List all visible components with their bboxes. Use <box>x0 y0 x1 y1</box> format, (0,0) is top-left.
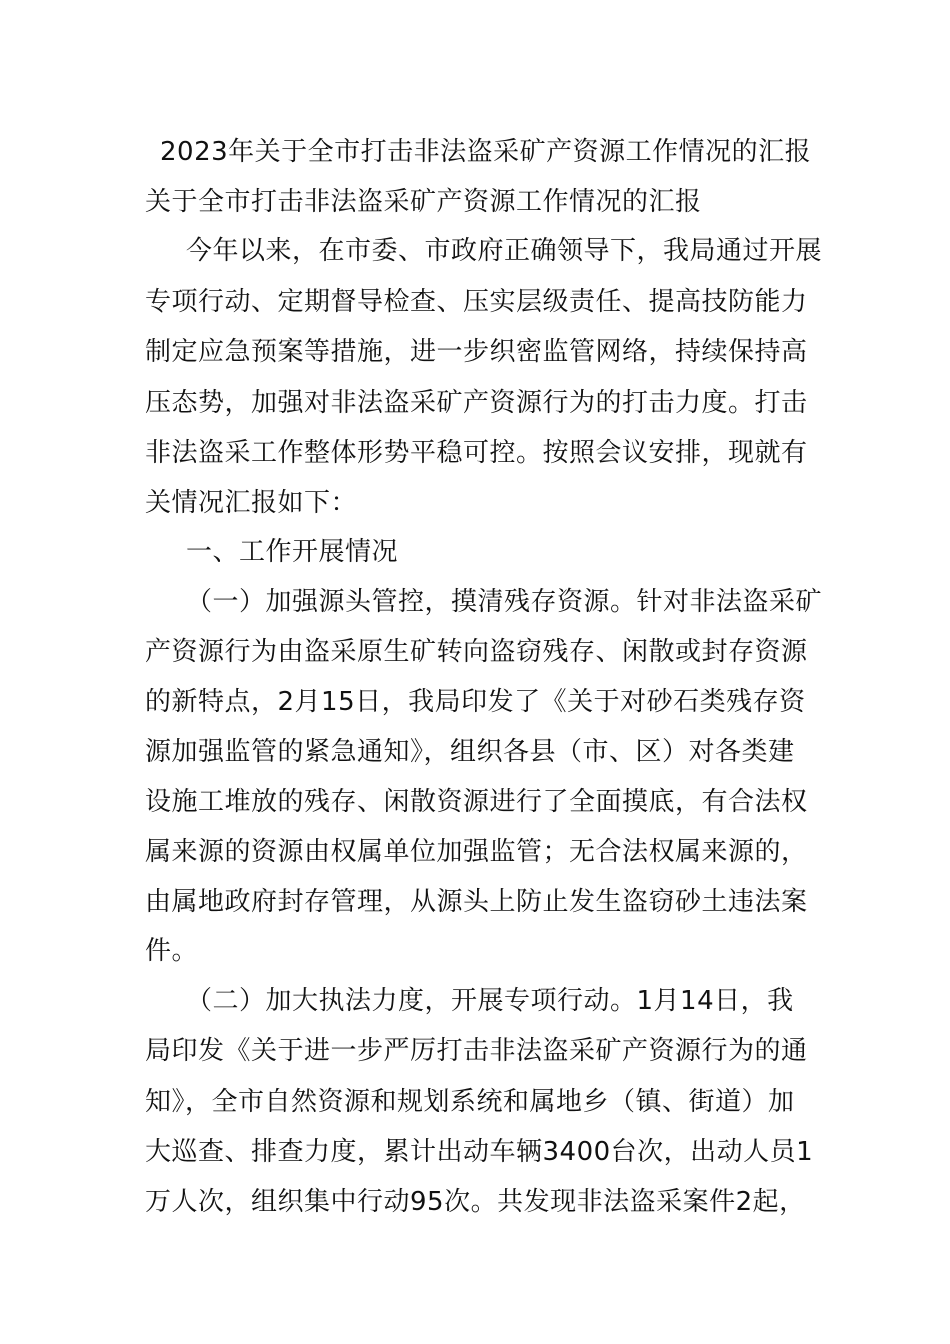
intro-line: 专项行动、定期督导检查、压实层级责任、提高技防能力 <box>145 287 808 317</box>
subsection-1-line: 件。 <box>145 936 199 966</box>
intro-line: 制定应急预案等措施，进一步织密监管网络，持续保持高 <box>145 337 808 367</box>
subsection-1-line: 源加强监管的紧急通知》，组织各县（市、区）对各类建 <box>145 737 795 767</box>
subsection-1-line: （一）加强源头管控，摸清残存资源。针对非法盗采矿 <box>186 587 823 617</box>
intro-line: 关情况汇报如下： <box>145 488 358 518</box>
subsection-2-line: 知》，全市自然资源和规划系统和属地乡（镇、街道）加 <box>145 1087 795 1117</box>
subsection-1-line: 的新特点，2月15日，我局印发了《关于对砂石类残存资 <box>145 687 806 717</box>
intro-line: 今年以来，在市委、市政府正确领导下，我局通过开展 <box>186 236 823 266</box>
subsection-2-line: 万人次，组织集中行动95次。共发现非法盗采案件2起， <box>145 1187 806 1217</box>
intro-line: 非法盗采工作整体形势平稳可控。按照会议安排，现就有 <box>145 438 808 468</box>
document-subtitle: 关于全市打击非法盗采矿产资源工作情况的汇报 <box>145 187 702 217</box>
subsection-1-line: 由属地政府封存管理，从源头上防止发生盗窃砂土违法案 <box>145 887 808 917</box>
intro-line: 压态势，加强对非法盗采矿产资源行为的打击力度。打击 <box>145 388 808 418</box>
document-title: 2023年关于全市打击非法盗采矿产资源工作情况的汇报 <box>160 137 812 167</box>
subsection-2-line: （二）加大执法力度，开展专项行动。1月14日，我 <box>186 986 794 1016</box>
section-heading: 一、工作开展情况 <box>186 537 399 567</box>
subsection-2-line: 局印发《关于进一步严厉打击非法盗采矿产资源行为的通 <box>145 1036 808 1066</box>
subsection-1-line: 属来源的资源由权属单位加强监管；无合法权属来源的， <box>145 837 808 867</box>
subsection-1-line: 产资源行为由盗采原生矿转向盗窃残存、闲散或封存资源 <box>145 637 808 667</box>
subsection-2-line: 大巡查、排查力度，累计出动车辆3400台次，出动人员1 <box>145 1137 814 1167</box>
subsection-1-line: 设施工堆放的残存、闲散资源进行了全面摸底，有合法权 <box>145 787 808 817</box>
